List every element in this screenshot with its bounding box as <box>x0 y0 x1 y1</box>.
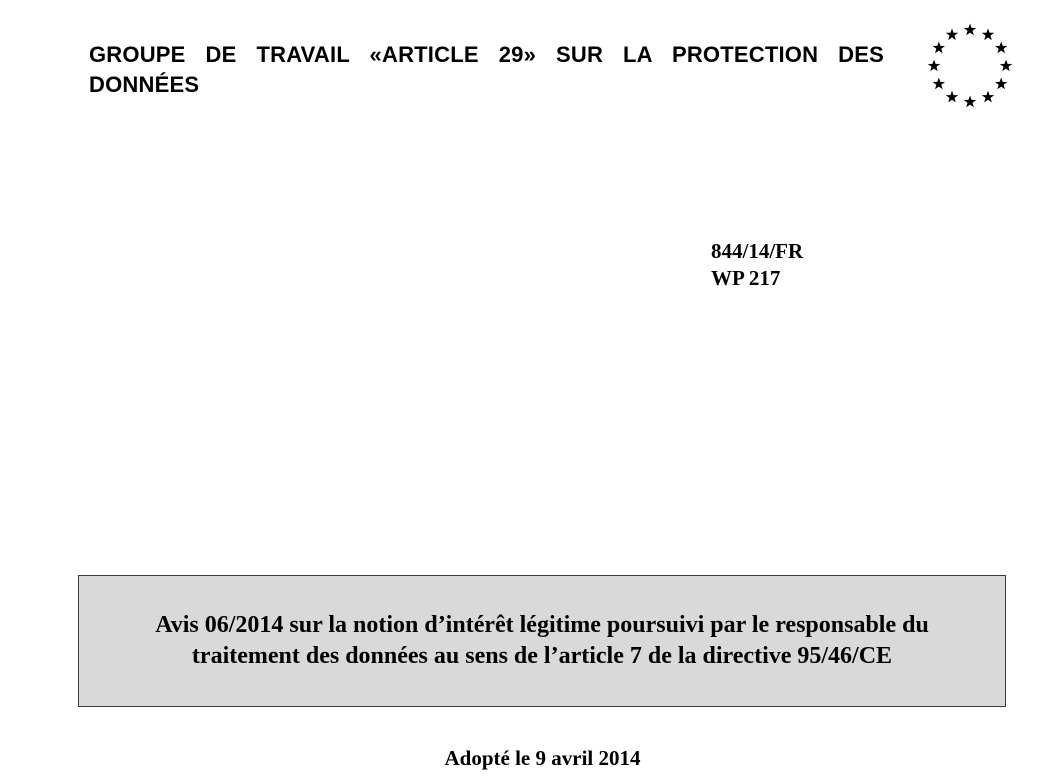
star-icon <box>982 28 994 40</box>
star-icon <box>982 91 994 103</box>
eu-stars-icon <box>920 20 1020 112</box>
adoption-date: Adopté le 9 avril 2014 <box>444 746 641 770</box>
star-icon <box>928 60 940 72</box>
opinion-title <box>143 610 941 672</box>
opinion-title-line-2: traitement des données au sens de l’article 7 de la directive 95/46/CE <box>191 643 893 669</box>
document-reference <box>711 238 803 292</box>
star-icon <box>995 42 1007 54</box>
page-title: GROUPE DE TRAVAIL «ARTICLE 29» SUR LA PROTECTION DES DONNÉES <box>89 42 884 97</box>
star-icon <box>933 42 945 54</box>
star-icon <box>933 78 945 90</box>
star-icon <box>995 78 1007 90</box>
star-icon <box>964 24 976 36</box>
wp-number: WP 217 <box>711 266 781 290</box>
star-icon <box>946 28 958 40</box>
star-icon <box>946 91 958 103</box>
star-icon <box>1000 60 1012 72</box>
opinion-title-line-1: Avis 06/2014 sur la notion d’intérêt légitime poursuivi par le responsable du <box>155 612 929 638</box>
opinion-title-box <box>78 575 1006 707</box>
doc-number: 844/14/FR <box>711 239 804 263</box>
star-icon <box>964 96 976 108</box>
